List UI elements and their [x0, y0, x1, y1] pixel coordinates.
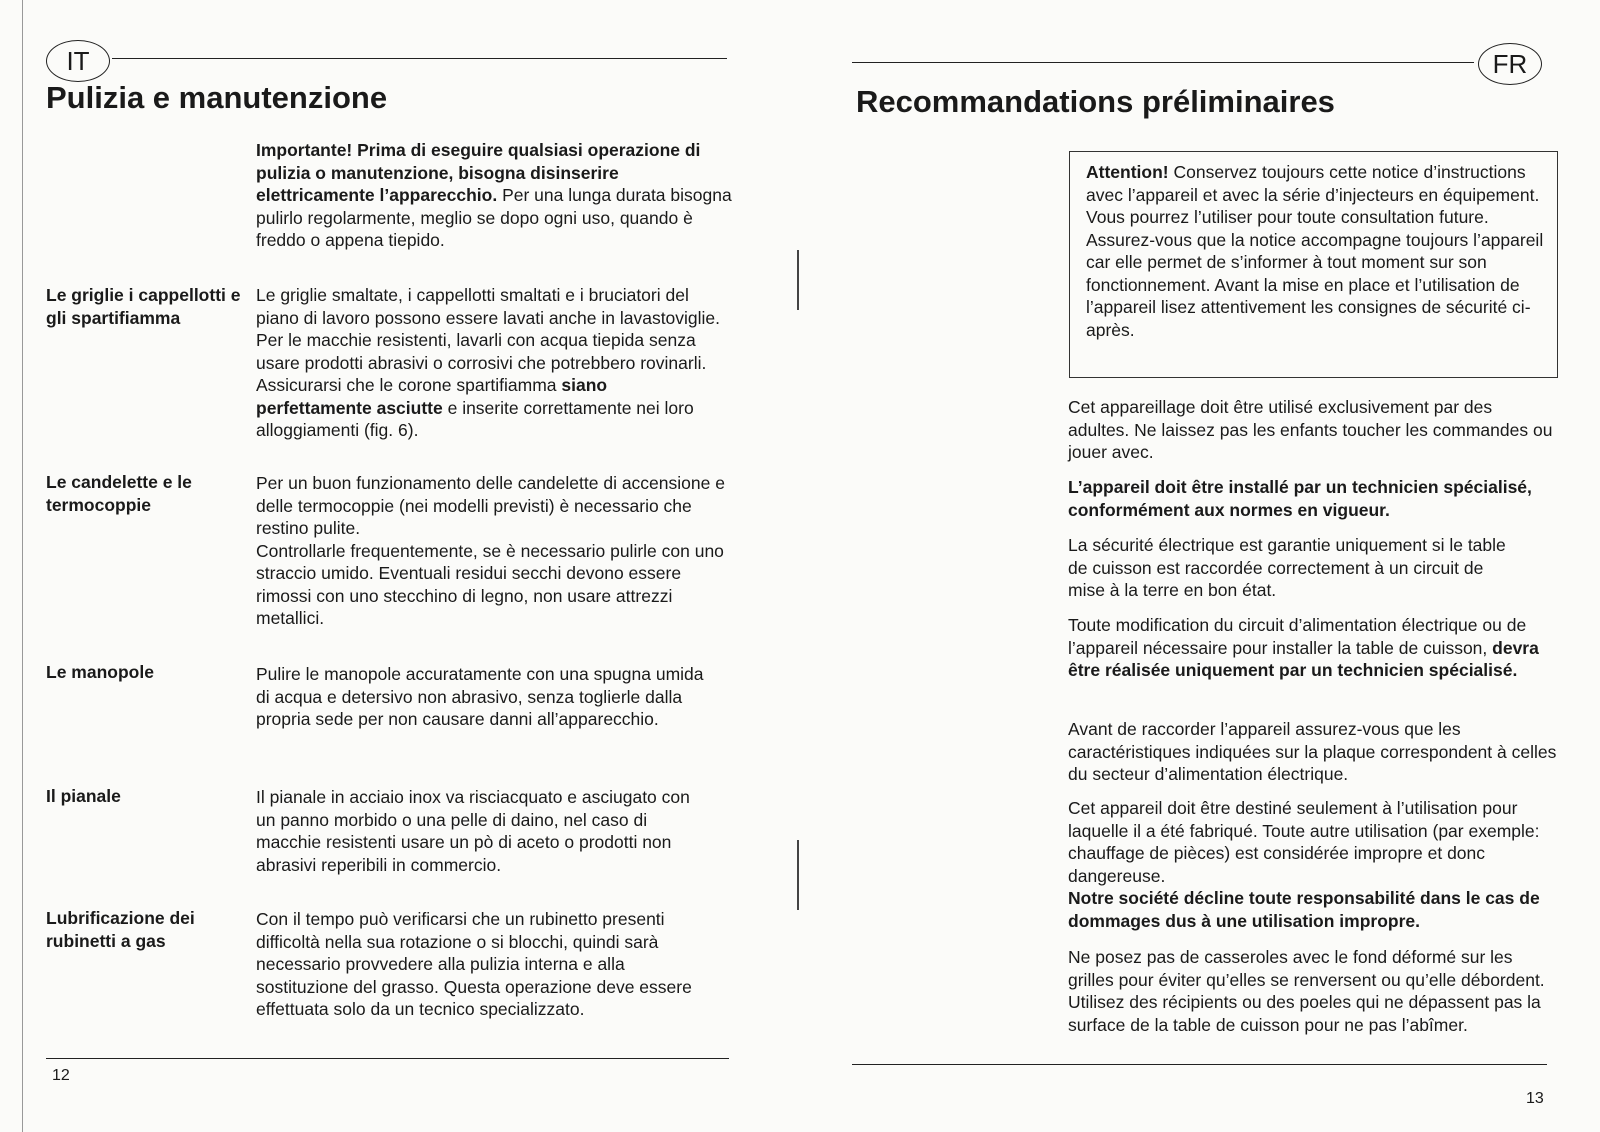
paragraph-modification [1068, 614, 1563, 682]
section-text-candelette [256, 472, 731, 630]
attention-text-a: Conservez toujours cette notice d’instructions avec l’appareil et avec la série d’injecteurs en équipement. Vous pourrez l’utiliser pour toute consultation future. [1086, 162, 1540, 227]
modification-text: Toute modification du circuit d’alimentation électrique ou de l’appareil nécessaire pour installer la table de cuisson, [1068, 615, 1527, 658]
attention-label: Attention! [1086, 162, 1169, 182]
section-label-griglie: Le griglie i cappellotti e gli spartifiamma [46, 285, 241, 328]
page-number: 12 [52, 1067, 70, 1084]
installation-bold: L’appareil doit être installé par un technicien spécialisé, conformément aux normes en vigueur. [1068, 477, 1532, 520]
intro-text: Per una lunga durata bisogna pulirlo regolarmente, meglio se dopo ogni uso, quando è freddo o appena tiepido. [256, 185, 732, 250]
paragraph-adults: Cet appareillage doit être utilisé exclusivement par des adultes. Ne laissez pas les enfants toucher les commandes ou jouer avec. [1068, 397, 1553, 462]
paragraph-pans: Ne posez pas de casseroles avec le fond déformé sur les grilles pour éviter qu’elles se renversent ou qu’elle débordent. Utilisez des récipients ou des poeles qui ne dépassent pas la surface de la table de cuisson pour ne pas l’abîmer. [1068, 947, 1545, 1035]
intended-use-text: Cet appareil doit être destiné seulement à l’utilisation pour laquelle il a été fabriqué. Toute autre utilisation (par exemple: chauffage de pièces) est considérée impropre et donc dangereuse. [1068, 798, 1540, 886]
language-badge-it: IT [46, 40, 110, 82]
section-label-candelette: Le candelette e le termocoppie [46, 472, 192, 515]
section-text-manopole: Pulire le manopole accuratamente con una spugna umida di acqua e detersivo non abrasivo, senza toglierle dalla propria sede per non causare danni all’apparecchio. [256, 664, 704, 729]
attention-text-b: Assurez-vous que la notice accompagne toujours l’appareil car elle permet de s’informer à tout moment sur son fonctionnement. Avant la mise en place et l’utilisation de l’appareil lisez attentivement les consignes de sécurité ci-après. [1086, 229, 1544, 340]
footer-rule [46, 1058, 729, 1059]
language-badge-fr: FR [1478, 43, 1542, 85]
paragraph-characteristics: Avant de raccorder l’appareil assurez-vous que les caractéristiques indiquées sur la plaque correspondent à celles du secteur d’alimentation électrique. [1068, 719, 1557, 784]
fold-mark-top [797, 250, 799, 310]
intro-paragraph [256, 139, 736, 252]
page-title: Recommandations préliminaires [856, 84, 1335, 119]
griglie-text-a: Le griglie smaltate, i cappellotti smaltati e i bruciatori del piano di lavoro possono essere lavati anche in lavastoviglie. Per le macchie resistenti, lavarli con acqua tiepida senza usare prodotti abrasivi o corrosivi che potrebbero rovinarli. Assicurarsi che le corone spartifiamma [256, 285, 721, 395]
paragraph-installation [1068, 476, 1558, 521]
candelette-text-a: Per un buon funzionamento delle candelette di accensione e delle termocoppie (nei modelli previsti) è necessario che restino pulite. [256, 473, 725, 538]
modification-bold: devra être réalisée uniquement par un technicien spécialisé. [1068, 637, 1539, 680]
attention-text [1086, 161, 1546, 341]
section-label-lubrificazione: Lubrificazione dei rubinetti a gas [46, 908, 195, 951]
intro-bold: Importante! Prima di eseguire qualsiasi operazione di pulizia o manutenzione, bisogna disinserire elettricamente l’apparecchio. [256, 140, 701, 205]
page-edge [22, 0, 23, 1132]
section-text-pianale: Il pianale in acciaio inox va risciacquato e asciugato con un panno morbido o una pelle di daino, nel caso di macchie resistenti usare un pò di aceto o prodotti non abrasivi reperibili in commercio. [256, 787, 690, 875]
page-title: Pulizia e manutenzione [46, 80, 388, 115]
section-label-pianale: Il pianale [46, 786, 121, 806]
header-rule [852, 62, 1474, 63]
fold-mark-bottom [797, 840, 799, 910]
griglie-bold: siano perfettamente asciutte [256, 375, 608, 418]
candelette-text-b: Controllarle frequentemente, se è necessario pulirle con uno straccio umido. Eventuali residui secchi devono essere rimossi con uno stecchino di legno, non usare attrezzi metallici. [256, 540, 724, 628]
griglie-text-b: e inserite correttamente nei loro alloggiamenti (fig. 6). [256, 397, 694, 440]
section-label-manopole: Le manopole [46, 662, 154, 682]
section-text-lubrificazione: Con il tempo può verificarsi che un rubinetto presenti difficoltà nella sua rotazione o si blocchi, quindi sarà necessario provvedere alla pulizia interna e alla sostituzione del grasso. Questa operazione deve essere effettuata solo da un tecnico specializzato. [256, 909, 692, 1019]
paragraph-electrical-safety: La sécurité électrique est garantie uniquement si le table de cuisson est raccordée correctement à un circuit de mise à la terre en bon état. [1068, 535, 1506, 600]
section-text-griglie [256, 284, 726, 442]
liability-bold: Notre société décline toute responsabilité dans le cas de dommages dus à une utilisation impropre. [1068, 888, 1540, 931]
page-number: 13 [1526, 1090, 1544, 1107]
footer-rule [852, 1064, 1547, 1065]
header-rule [112, 58, 727, 59]
paragraph-intended-use [1068, 797, 1553, 932]
